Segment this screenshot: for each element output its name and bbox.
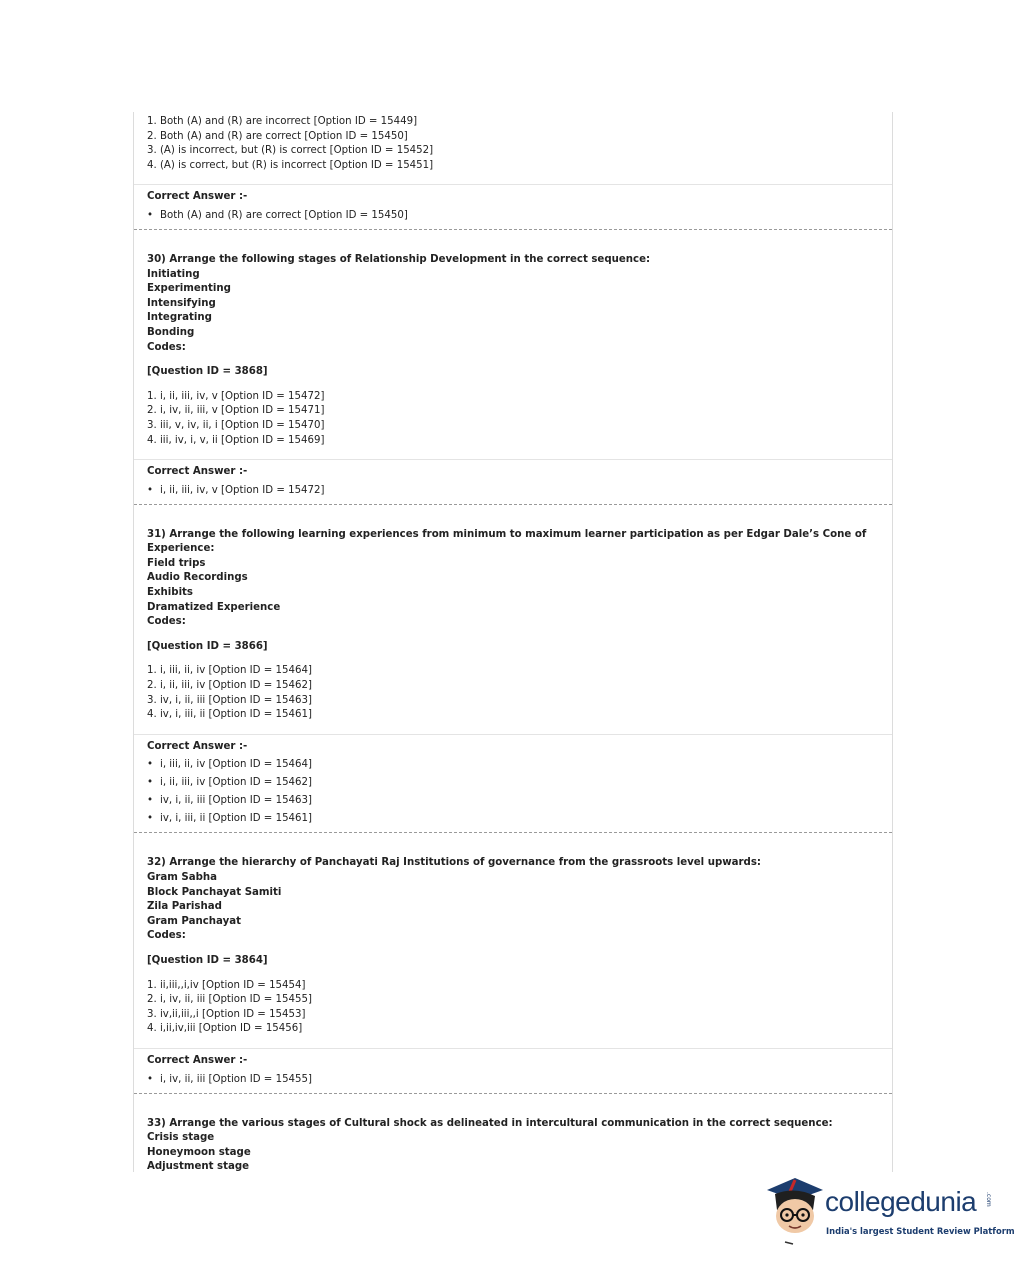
- stem-item: Field trips: [147, 557, 206, 569]
- correct-answer-section: [134, 185, 892, 229]
- option: 1. ii,iii,,i,iv [Option ID = 15454]: [147, 979, 306, 991]
- stem-item: Exhibits: [147, 587, 193, 599]
- question-stem: [147, 557, 892, 630]
- options-list: [147, 979, 892, 1037]
- correct-answer-item: • i, iv, ii, iii [Option ID = 15455]: [147, 1071, 892, 1089]
- option: 2. i, iv, ii, iii, v [Option ID = 15471]: [147, 405, 325, 417]
- option: 2. i, iv, ii, iii [Option ID = 15455]: [147, 994, 312, 1006]
- correct-answer-item: • i, ii, iii, iv [Option ID = 15462]: [147, 774, 892, 792]
- stem-item: Initiating: [147, 268, 200, 280]
- option: 3. iv,ii,iii,,i [Option ID = 15453]: [147, 1008, 306, 1020]
- question-id: [Question ID = 3866]: [147, 640, 268, 652]
- option: 4. (A) is correct, but (R) is incorrect [Option ID = 15451]: [147, 159, 434, 171]
- question-stem: [147, 871, 892, 944]
- question-30: [134, 230, 892, 459]
- option: 3. (A) is incorrect, but (R) is correct [Option ID = 15452]: [147, 145, 434, 157]
- correct-answer-item: • Both (A) and (R) are correct [Option ID = 15450]: [147, 207, 892, 225]
- option: 1. Both (A) and (R) are incorrect [Option ID = 15449]: [147, 116, 418, 127]
- stem-item: Codes:: [147, 930, 186, 942]
- stem-item: Audio Recordings: [147, 572, 248, 584]
- correct-answer-item: • iv, i, iii, ii [Option ID = 15461]: [147, 810, 892, 828]
- correct-answer-label: Correct Answer :-: [147, 1054, 248, 1066]
- collegedunia-logo: [763, 1176, 1015, 1246]
- stem-item: Intensifying: [147, 297, 216, 309]
- correct-answer-item: • iv, i, ii, iii [Option ID = 15463]: [147, 792, 892, 810]
- stem-item: Dramatized Experience: [147, 601, 281, 613]
- option: 2. Both (A) and (R) are correct [Option ID = 15450]: [147, 130, 408, 142]
- stem-item: Crisis stage: [147, 1132, 215, 1144]
- stem-item: Gram Sabha: [147, 872, 218, 883]
- options-list: [147, 664, 892, 722]
- stem-item: Gram Panchayat: [147, 915, 241, 927]
- stem-item: Adjustment stage: [147, 1161, 250, 1173]
- options-list: [147, 390, 892, 448]
- stem-item: Codes:: [147, 341, 186, 353]
- correct-answer-section: [134, 460, 892, 504]
- correct-answer-label: Correct Answer :-: [147, 740, 248, 752]
- document-page: [133, 112, 893, 1172]
- stem-item: Bonding: [147, 326, 195, 338]
- correct-answer-label: Correct Answer :-: [147, 466, 248, 478]
- options-list: [134, 112, 892, 184]
- question-32: [134, 833, 892, 1048]
- stem-item: Honeymoon stage: [147, 1146, 251, 1158]
- question-title: 30) Arrange the following stages of Relationship Development in the correct sequence:: [147, 253, 651, 265]
- question-title: 32) Arrange the hierarchy of Panchayati Raj Institutions of governance from the grassroots level upwards:: [147, 857, 761, 869]
- option: 4. iii, iv, i, v, ii [Option ID = 15469]: [147, 434, 325, 446]
- question-title: 31) Arrange the following learning experiences from minimum to maximum learner participation as per Edgar Dale’s Cone of Experience:: [147, 528, 867, 555]
- stem-item: Integrating: [147, 312, 212, 324]
- option: 1. i, ii, iii, iv, v [Option ID = 15472]: [147, 390, 325, 402]
- question-stem: [147, 1131, 892, 1175]
- question-stem: [147, 268, 892, 356]
- logo-tld: .com: [985, 1192, 992, 1207]
- logo-tagline: India's largest Student Review Platform: [826, 1226, 1015, 1236]
- option: 2. i, ii, iii, iv [Option ID = 15462]: [147, 680, 312, 692]
- stem-item: Zila Parishad: [147, 901, 222, 913]
- question-33: [134, 1094, 892, 1175]
- question-id: [Question ID = 3864]: [147, 954, 268, 966]
- mascot-icon: [763, 1176, 825, 1246]
- option: 3. iv, i, ii, iii [Option ID = 15463]: [147, 694, 312, 706]
- stem-item: Codes:: [147, 616, 186, 628]
- question-id: [Question ID = 3868]: [147, 366, 268, 378]
- option: 1. i, iii, ii, iv [Option ID = 15464]: [147, 665, 312, 677]
- option: 3. iii, v, iv, ii, i [Option ID = 15470]: [147, 419, 325, 431]
- question-title: 33) Arrange the various stages of Cultural shock as delineated in intercultural communication in the correct sequence:: [147, 1117, 833, 1129]
- option: 4. i,ii,iv,iii [Option ID = 15456]: [147, 1023, 303, 1035]
- stem-item: Block Panchayat Samiti: [147, 886, 282, 898]
- correct-answer-section: [134, 735, 892, 833]
- logo-wordmark: collegedunia: [825, 1186, 977, 1217]
- question-31: [134, 505, 892, 734]
- correct-answer-label: Correct Answer :-: [147, 191, 248, 203]
- option: 4. iv, i, iii, ii [Option ID = 15461]: [147, 709, 312, 721]
- correct-answer-item: • i, iii, ii, iv [Option ID = 15464]: [147, 756, 892, 774]
- correct-answer-item: • i, ii, iii, iv, v [Option ID = 15472]: [147, 482, 892, 500]
- stem-item: Experimenting: [147, 283, 231, 295]
- correct-answer-section: [134, 1049, 892, 1093]
